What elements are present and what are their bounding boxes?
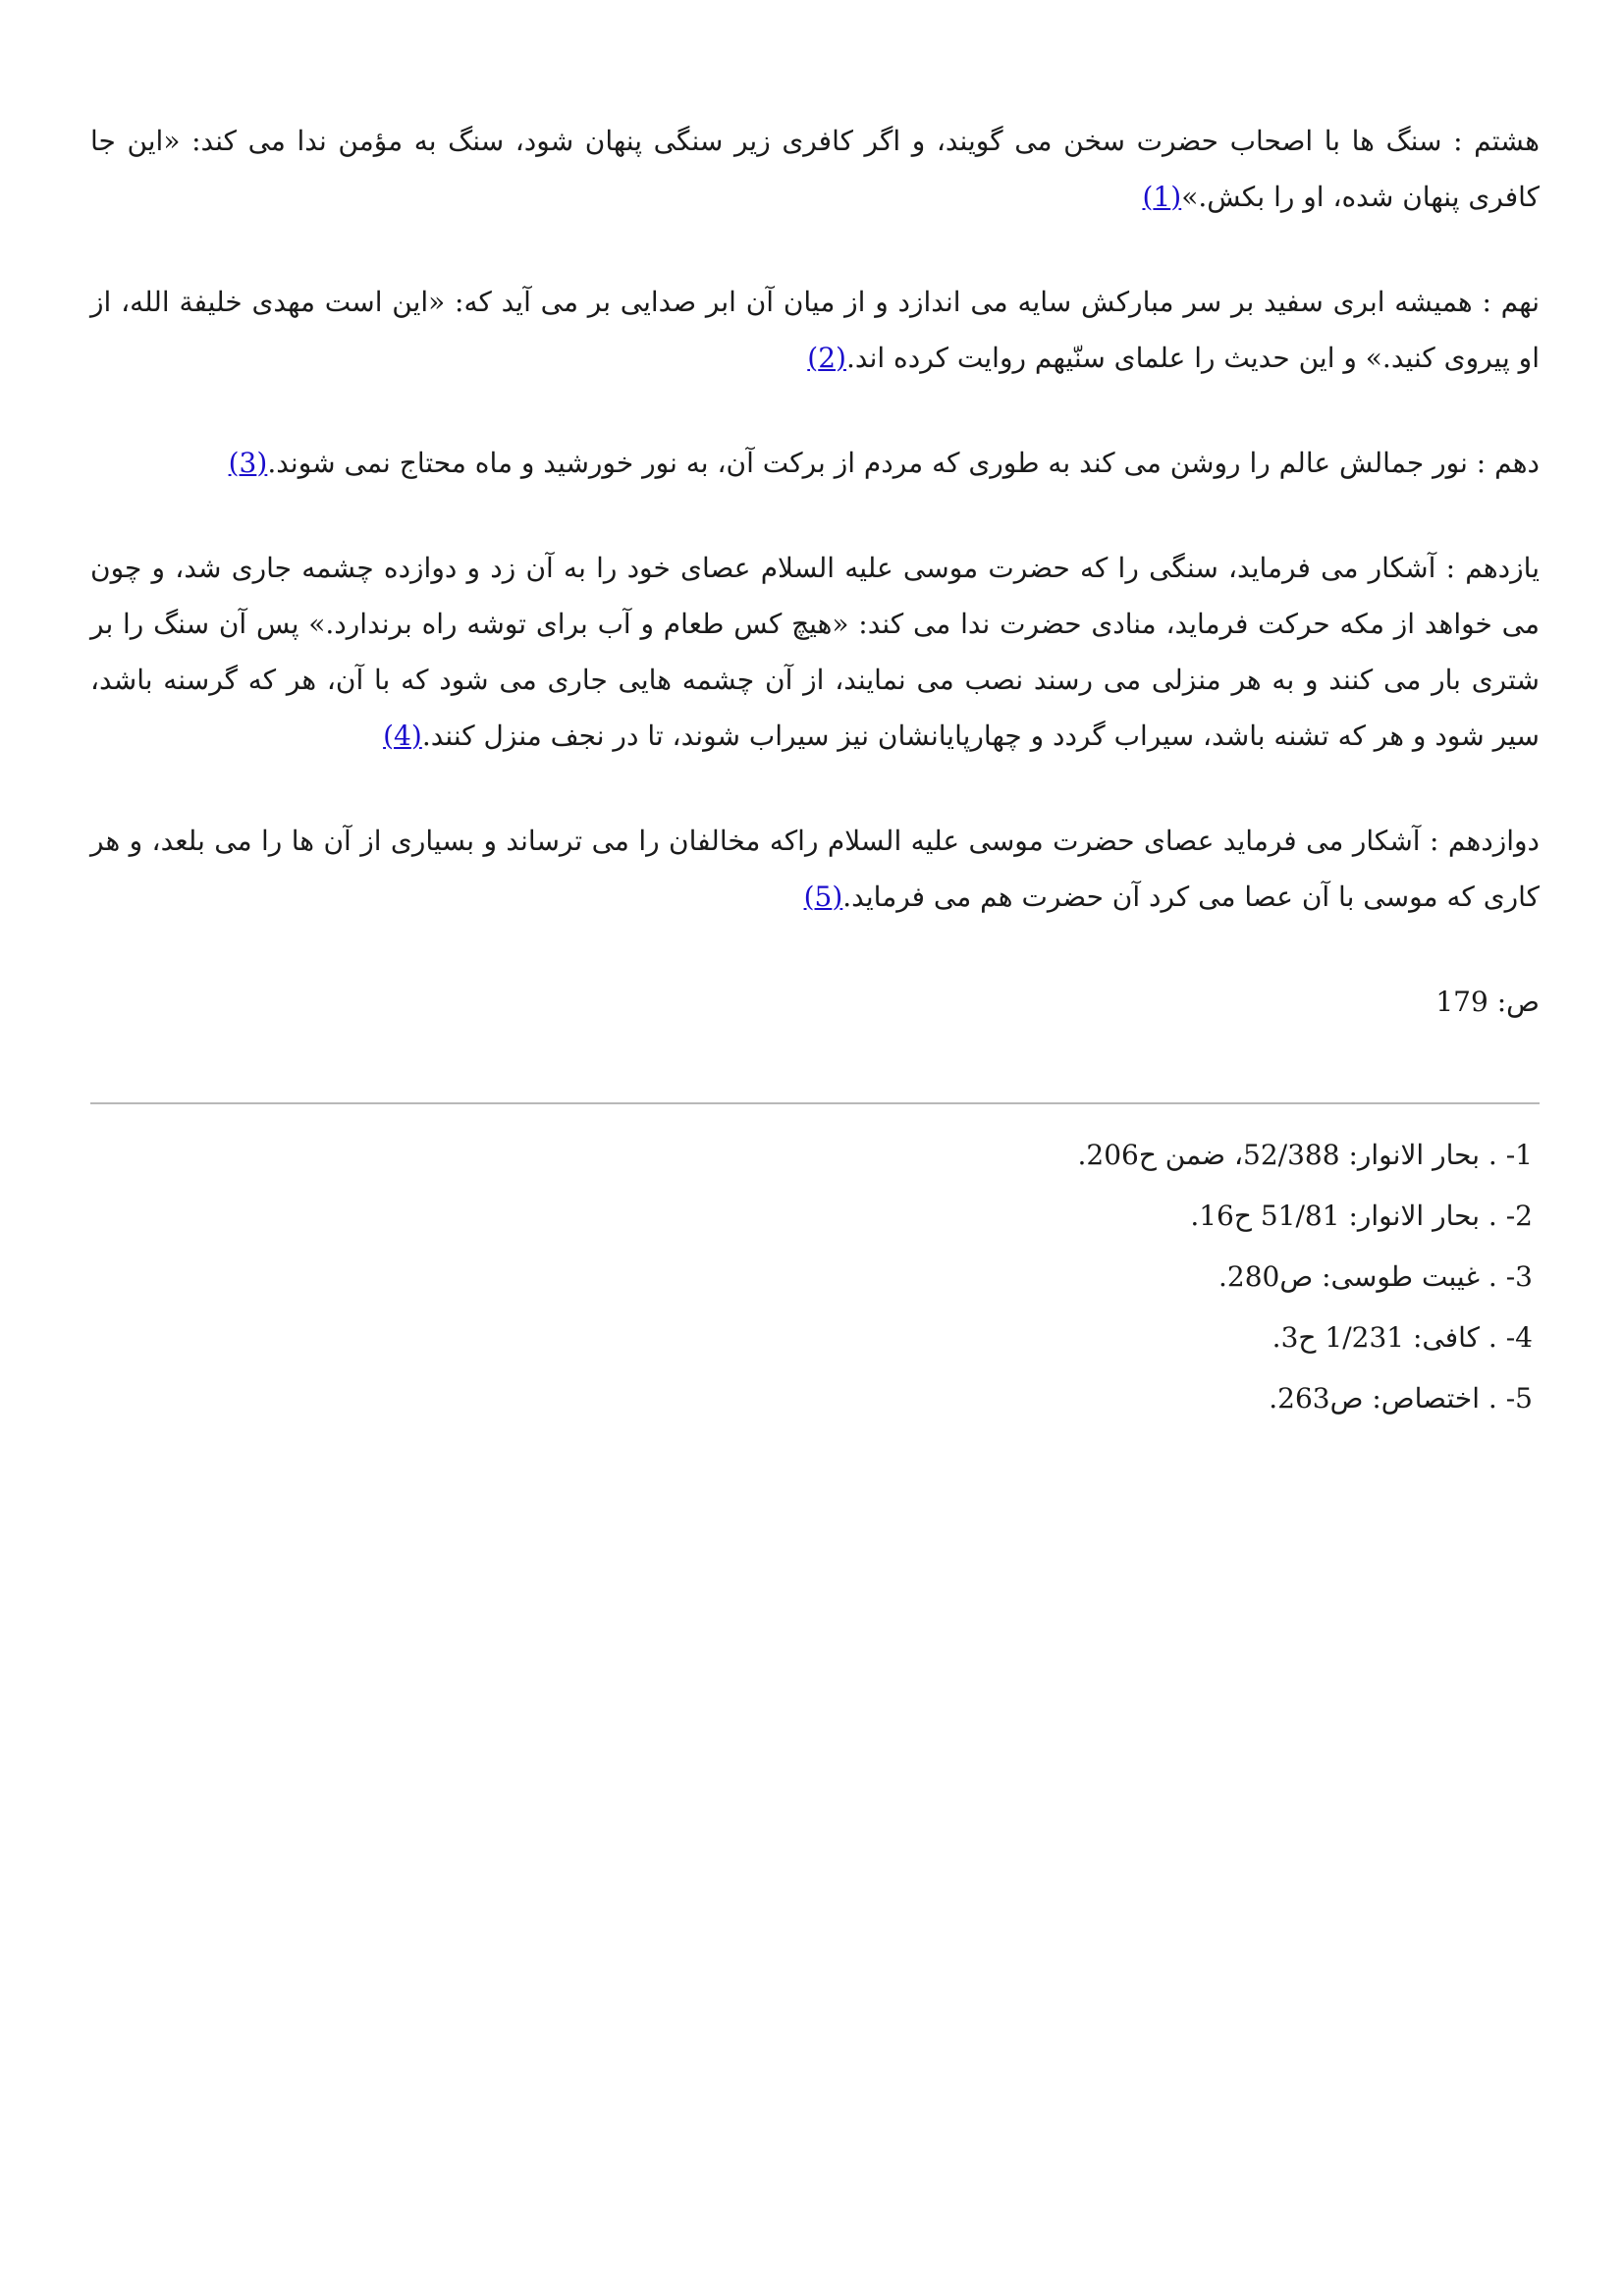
main-text — [90, 113, 1540, 1061]
paragraph-text: دهم : نور جمالش عالم را روشن می کند به طوری که مردم از برکت آن، به نور خورشید و ماه محتاج نمی شوند. — [267, 447, 1540, 479]
paragraph-text: نهم : همیشه ابری سفید بر سر مبارکش سایه می اندازد و از میان آن ابر صدایی بر می آید که: «این است مهدی خلیفة الله، از او پیروی کنید.» و این حدیث را علمای سنّیهم روایت کرده اند. — [90, 286, 1540, 374]
paragraph-text: یازدهم : آشکار می فرماید، سنگی را که حضرت موسی علیه السلام عصای خود را به آن زد و دوازده چشمه جاری شد، و چون می خواهد از مکه حرکت فرماید، منادی حضرت ندا می کند: «هیچ کس طعام و آب برای توشه راه برندارد.» پس آن سنگ را بر شتری بار می کنند و به هر منزلی می رسند نصب می نمایند، از آن چشمه هایی جاری می شود که با آن، هر که گرسنه باشد، سیر شود و هر که تشنه باشد، سیراب گردد و چهارپایانشان نیز سیراب شوند، تا در نجف منزل کنند. — [90, 552, 1540, 752]
footnote-link-2[interactable]: (2) — [807, 342, 846, 374]
paragraph-ninth — [90, 274, 1540, 386]
paragraph-text: دوازدهم : آشکار می فرماید عصای حضرت موسی علیه السلام راکه مخالفان را می ترساند و بسیاری از آن ها را می بلعد، و هر کاری که موسی با آن عصا می کرد آن حضرت هم می فرماید. — [90, 825, 1540, 913]
paragraph-eleventh — [90, 540, 1540, 764]
footnote-item: 1- . بحار الانوار: 52/388، ضمن ح206. — [1077, 1139, 1533, 1171]
footnote-link-1[interactable]: (1) — [1142, 181, 1182, 213]
paragraph-eighth — [90, 113, 1540, 225]
footnote-item: 4- . کافی: 1/231 ح3. — [1271, 1321, 1533, 1354]
footnotes-list — [83, 1125, 1533, 1429]
paragraph-text: هشتم : سنگ ها با اصحاب حضرت سخن می گویند، و اگر کافری زیر سنگی پنهان شود، سنگ به مؤمن ندا می کند: «این جا کافری پنهان شده، او را بکش.» — [90, 125, 1540, 213]
footnote-item: 3- . غیبت طوسی: ص280. — [1217, 1260, 1533, 1293]
footnote-link-3[interactable]: (3) — [228, 447, 268, 479]
footnote-item: 5- . اختصاص: ص263. — [1269, 1382, 1533, 1415]
paragraph-twelfth — [90, 813, 1540, 925]
footnote-item: 2- . بحار الانوار: 51/81 ح16. — [1190, 1200, 1533, 1232]
page-number: ص: 179 — [1435, 986, 1540, 1018]
paragraph-tenth — [90, 435, 1540, 491]
footnote-divider — [90, 1102, 1540, 1104]
footnote-link-5[interactable]: (5) — [803, 881, 843, 913]
footnote-link-4[interactable]: (4) — [383, 720, 422, 752]
